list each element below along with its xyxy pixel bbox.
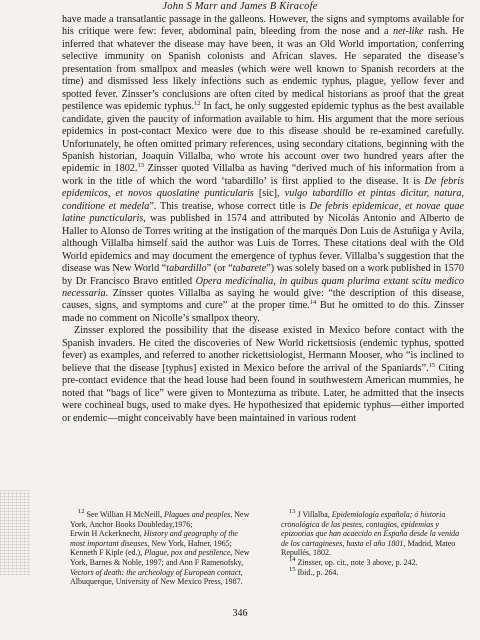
italic-text: net-like — [393, 26, 424, 38]
footnote-continuation — [70, 529, 253, 587]
text-run: ”. This treatise, whose correct title is — [149, 200, 310, 212]
text-run: In fact, he only suggested epidemic typhus as the best available candidate, given the paucity of information available to him. His argument that the more serious epidemics in post-contact Mexico were due to this disease should be re-examined carefully. Unfortunately, he often omitted primary references, using secondary citations, beginning with the Spanish historian, Joaquín Villalba, who wrote his account over two hundred years after the epidemic in 1802. — [62, 101, 464, 175]
text-run: , was published in 1574 and attributed by Nicolás Antonio and Alberto de Haller to Alonso de Torres writing at the instigation of the marqués Don Luis de Astuñiga y Avila, although Villalba himself said the author was Luis de Torres. These citations deal with the Old World epidemics and may document the emergence of typhus fever. Villalba’s suggestion that the disease was New World “ — [62, 213, 465, 275]
footnote-number: 13 — [289, 508, 296, 515]
text-run: , New York, Hafner, 1965; Kenneth F Kiple (ed.), — [70, 538, 232, 558]
footnote-number: 15 — [289, 565, 296, 573]
footnote — [281, 555, 464, 568]
italic-text: vulgo tabardillo et pintas dicitur, natura, conditione et medela — [62, 188, 464, 212]
paragraph-2 — [62, 325, 464, 425]
running-head: John S Marr and James B Kiracofe — [162, 1, 318, 12]
text-run: , New York, Barnes & Noble, 1997; and Ann F Ramenofsky, — [70, 548, 250, 567]
body-text — [62, 14, 464, 425]
footnote — [281, 565, 464, 578]
italic-text: Vectors of death: the archeology of European contact — [70, 567, 241, 577]
text-run: Ibid., p. 264. — [295, 567, 339, 577]
text-run: Zinsser, op. cit., note 3 above, p. 242. — [295, 557, 418, 567]
text-run: rash. He inferred that whatever the disease may have been, it was an Old World importation, conferring selective immunity on Spanish colonists and African slaves. He separated the disease’s presentation from smallpox and measles (which were well known to Spanish recorders at the time) and dismissed less likely infections such as endemic typhus, plague, yellow fever and spotted fever. Zinsser’s conclusions are often cited by medical historians as proof that the great pestilence was epidemic typhus. — [62, 26, 464, 113]
footnote-ref: 14 — [309, 299, 317, 307]
text-run: But he omitted to do this. Zinsser made no comment on Nicolle’s smallpox theory. — [62, 300, 464, 324]
text-run: , Albuquerque, University of New Mexico Press, 1987. — [70, 567, 243, 587]
text-run: [sic], — [253, 188, 285, 200]
footnote-number: 14 — [289, 555, 296, 563]
text-run: , New York, Anchor Books Doubleday,1976; — [70, 510, 250, 529]
footnote — [281, 510, 464, 558]
italic-text: tabardillo — [166, 263, 207, 275]
text-run: ” (or “ — [206, 263, 233, 275]
text-run: have made a transatlantic passage in the galleons. However, the signs and symptoms available for his critique were few: fever, abdominal pain, bleeding from the nose and a — [62, 14, 464, 38]
text-run: See Willian H McNeill, — [84, 510, 165, 519]
italic-text: Opera medicinalia, in quibus quam plurima extant scitu medico necessaria — [62, 275, 464, 299]
text-run: Zinsser explored the possibility that the disease existed in Mexico before contact with the Spanish invaders. He cited the discoveries of New World rickettsiosis (endemic typhus, spotted fever) as examples, and referred to another rickettsiologist, Hermann Mooser, who “is inclined to believe that the disease [typhus] existed in Mexico before the arrival of the Spaniards”. — [62, 325, 464, 374]
text-run: . Zinsser quotes Villalba as saying he would give: “the description of this disease, causes, signs, and symptoms and cure” at the proper time. — [62, 287, 464, 312]
footnote-number: 12 — [78, 508, 85, 515]
italic-text: Plagues and peoples — [164, 510, 231, 519]
text-run: J Villalba, — [295, 510, 332, 519]
footnote-ref: 13 — [137, 162, 144, 170]
text-run: Zinsser quoted Villalba as having “derived much of his information from a work in the title of which the word ‘tabardillo’ is first applied to the disease. It is — [62, 163, 464, 187]
italic-text: tabarete — [232, 263, 267, 275]
paragraph-1 — [62, 14, 464, 325]
scan-edge-artifact — [0, 490, 30, 575]
italic-text: De febris epidemicos, et novos quoslatine punticularis — [62, 175, 464, 200]
italic-text: De febris epidemicae, et novae quae latine puncticularis — [62, 200, 464, 225]
text-run: ”) was solely based on a work published in 1570 by Dr Francisco Bravo entitled — [62, 263, 465, 287]
footnote — [70, 510, 253, 529]
text-run: Citing pre-contact evidence that the head louse had been found in southwestern American mummies, he noted that “bags of lice” were given to Montezuma as tribute. Later, he admitted that the insects were cochineal bugs, used to make dyes. He hypothesized that epidemic typhus—either imported or endemic—might conceivably have been maintained in various rodent — [62, 362, 464, 424]
italic-text: History and geography of the most important diseases — [70, 529, 238, 548]
footnote-ref: 12 — [194, 100, 201, 108]
text-run: , Madrid, Mateo Repullés, 1802. — [281, 538, 456, 558]
text-run: Erwin H Ackerknecht, — [70, 529, 144, 539]
footnote-ref: 15 — [428, 361, 436, 369]
footnotes — [70, 510, 464, 587]
italic-text: Plague, pox and pestilence — [144, 548, 231, 558]
footnotes-right-column — [281, 510, 464, 587]
italic-text: Epidemiología española; ó historia cronológica de las pestes, contagios, epidemias y epizootias que han acaecido en España desde la venida de los cartagineses, hasta el año 1801 — [281, 510, 460, 548]
footnotes-left-column — [70, 510, 253, 587]
page-number: 346 — [232, 608, 248, 619]
